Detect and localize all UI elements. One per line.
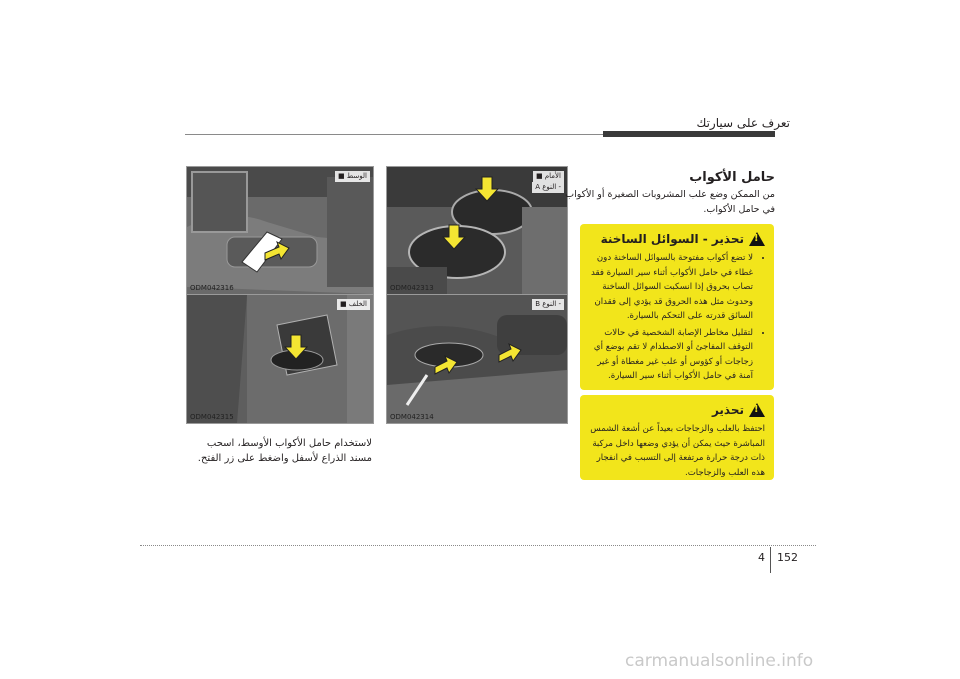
photo-front-cup-holder-type-b: [386, 294, 568, 424]
photo-center-armrest: [186, 166, 374, 295]
warning-text: احتفظ بالعلب والزجاجات بعيداً عن أشعة الشمس المباشرة حيث يمكن أن يؤدي وضعها داخل مركبة ذات درجة حرارة مرتفعة إلى التسبب في انفجار هذه العلب والزجاجات.: [590, 424, 765, 478]
watermark: carmanualsonline.info: [625, 651, 814, 671]
photo-caption: لاستخدام حامل الأكواب الأوسط، اسحب مسند الذراع لأسفل واضغط على زر الفتح.: [197, 438, 372, 464]
photo-type-b-illustration: [387, 295, 567, 423]
photo-tag-position: الوسط ■: [335, 171, 370, 182]
photo-tag-type: - النوع B: [532, 299, 564, 310]
page-number-divider: [770, 547, 771, 573]
warning-triangle-icon: !: [749, 403, 765, 417]
header-rule-accent: [603, 131, 775, 137]
warning-item: • لا تضع أكواب مفتوحة بالسوائل الساخنة دون غطاء في حامل الأكواب أثناء سير السيارة فقد تصاب بحروق إذا انسكبت السوائل الساخنة وحدوث مثل هذه الحروق قد يؤدي إلى فقدان السائق قدرته على التحكم بالسيارة.: [589, 251, 753, 324]
photo-code: ODM042314: [390, 413, 434, 421]
header-rule: [185, 134, 603, 135]
warning-bottles-sun: [580, 395, 774, 480]
section-body: من الممكن وضع علب المشروبات الصغيرة أو الأكواب في حامل الأكواب.: [565, 189, 775, 215]
header-title: تعرف على سيارتك: [696, 116, 790, 130]
section-heading: حامل الأكواب: [689, 170, 775, 185]
warning-title-row: [589, 232, 765, 246]
warning-title: تحذير - السوائل الساخنة: [600, 232, 744, 246]
warning-title-row: [589, 403, 765, 417]
photo-tag-type: - النوع A: [532, 182, 564, 193]
photo-code: ODM042313: [390, 284, 434, 292]
warning-triangle-icon: !: [749, 232, 765, 246]
warning-title: تحذير: [711, 403, 744, 417]
page-number: 152: [777, 551, 798, 564]
photo-front-cup-holder-type-a: [386, 166, 568, 295]
warning-hot-liquids: [580, 224, 774, 390]
warning-item: • لتقليل مخاطر الإصابة الشخصية في حالات التوقف المفاجئ أو الاصطدام لا تقم بوضع أي زجاجات أو كؤوس أو علب غير مغطاة أو غير آمنة في حامل الأكواب أثناء سير السيارة.: [589, 326, 753, 384]
photo-code: ODM042316: [190, 284, 234, 292]
footer-rule: [140, 545, 816, 546]
chapter-number: 4: [758, 551, 765, 564]
photo-rear-illustration: [187, 295, 373, 423]
photo-tag-position: الأمام ■: [533, 171, 564, 182]
warning-list: [589, 251, 765, 384]
photo-code: ODM042315: [190, 413, 234, 421]
photo-center-illustration: [187, 167, 373, 294]
photo-tag-position: الخلف ■: [337, 299, 370, 310]
photo-rear-cup-holder: [186, 294, 374, 424]
